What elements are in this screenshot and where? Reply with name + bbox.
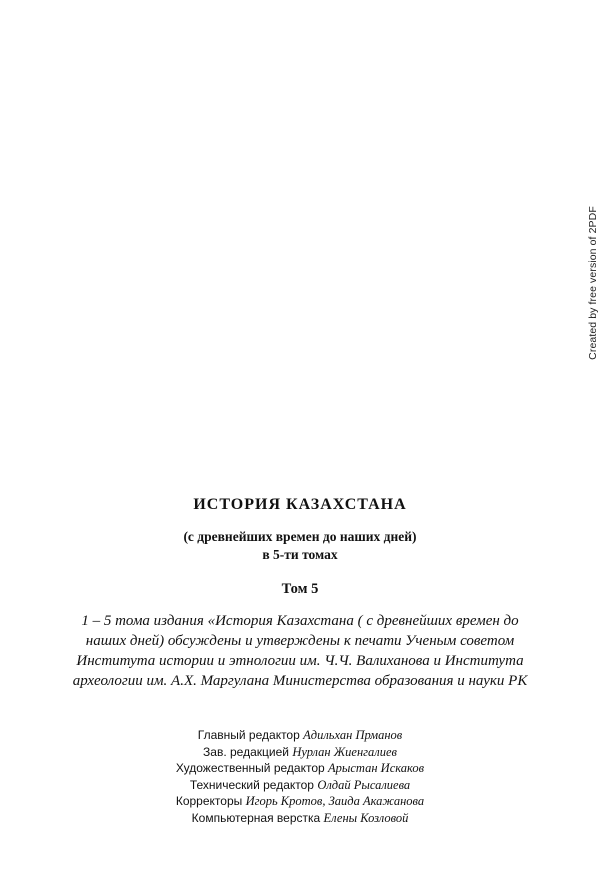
approval-line: Института истории и этнологии им. Ч.Ч. Валиханова и Института: [76, 653, 524, 669]
approval-line: 1 – 5 тома издания «История Казахстана ( с древнейших времен до: [81, 613, 519, 629]
book-subtitle: [0, 528, 600, 564]
subtitle-line: (с древнейших времен до наших дней): [183, 529, 417, 544]
watermark-text: Created by free version of 2PDF: [587, 205, 600, 360]
credit-person: Олдай Рысалиева: [317, 777, 411, 792]
subtitle-line: в 5-ти томах: [262, 547, 338, 562]
credit-person: Игорь Кротов, Заида Акажанова: [245, 794, 425, 808]
credit-person: Арыстан Искаков: [328, 761, 425, 775]
credit-line: [0, 810, 600, 827]
watermark: [584, 205, 600, 360]
credit-line: [0, 744, 600, 761]
volume-label: Том 5: [281, 581, 319, 597]
credit-role: Зав. редакцией: [203, 744, 289, 759]
credit-role: Главный редактор: [197, 728, 300, 742]
credit-line: [0, 777, 600, 794]
credit-role: Технический редактор: [189, 777, 314, 792]
credit-role: Корректоры: [175, 794, 243, 808]
credit-role: Компьютерная верстка: [191, 810, 321, 825]
approval-line: археологии им. А.Х. Маргулана Министерства образования и науки РК: [72, 673, 528, 689]
credit-role: Художественный редактор: [175, 761, 325, 775]
approval-line: наших дней) обсуждены и утверждены к печати Ученым советом: [85, 633, 515, 649]
approval-note: [40, 611, 560, 691]
credit-line: [0, 727, 600, 744]
credit-person: Елены Козловой: [323, 810, 409, 825]
credit-line: [0, 760, 600, 777]
credit-person: Нурлан Жиенгалиев: [292, 744, 397, 759]
book-title: ИСТОРИЯ КАЗАХСТАНА: [193, 496, 407, 513]
credit-person: Адильхан Прманов: [303, 728, 403, 742]
credits-list: [0, 727, 600, 826]
credit-line: [0, 793, 600, 810]
